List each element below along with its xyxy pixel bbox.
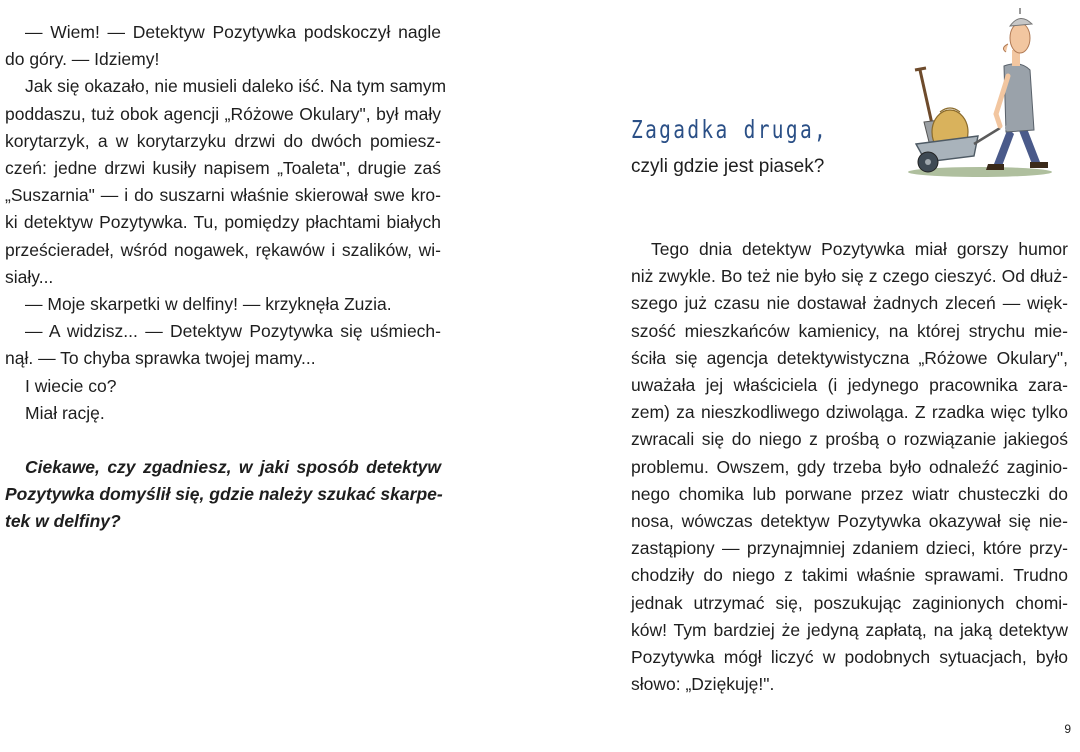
text-line: — Wiem! — Detektyw Pozytywka podskoczył nagle [25,22,441,42]
text-line: uważała jej właściciela (i jedynego pracownika zara- [631,375,1068,396]
riddle-question [5,454,441,536]
wheelbarrow-man-illustration [908,4,1060,182]
text-line: Pozytywka mógł liczyć w podobnych sytuacjach, było [631,647,1068,668]
text-line: Miał rację. [25,402,105,423]
text-line: słowo: „Dziękuję!". [631,674,775,695]
text-line: siały... [5,266,54,287]
text-line: zastąpiony — przynajmniej zdaniem dzieci, które przy- [631,538,1068,559]
text-line: nosa, wówczas detektyw Pozytywka okazywał się nie- [631,511,1068,532]
text-line: niż zwykle. Bo też nie było się z czego cieszyć. Od dłuż- [631,266,1068,287]
paragraph-gap [5,427,441,454]
text-line: Tego dnia detektyw Pozytywka miał gorszy humor [651,239,1068,259]
text-line: chodziły do niego z takimi właśnie sprawami. Trudno [631,565,1068,586]
text-line: prześcieradeł, wśród nogawek, rękawów i szalików, wi- [5,239,441,260]
chapter-subtitle: czyli gdzie jest piasek? [631,156,825,177]
text-line: „Suszarnia" — i do suszarni właśnie skierował swe kro- [5,185,441,206]
text-line: zem) za nieszkodliwego dziwoląga. Z rzadka więc tylko [631,402,1068,423]
text-line: Jak się okazało, nie musieli daleko iść. Na tym samym [25,76,447,97]
left-text-column [5,19,447,536]
story-ending-paragraphs [5,19,447,427]
text-line: poddaszu, tuż obok agencji „Różowe Okulary", był mały [5,103,441,124]
text-line: I wiecie co? [25,375,117,396]
text-line: nął. — To chyba sprawka twojej mamy... [5,348,316,369]
text-line: — A widzisz... — Detektyw Pozytywka się uśmiech- [25,321,441,342]
text-line: Ciekawe, czy zgadniesz, w jaki sposób detektyw [25,457,441,478]
text-line: ściła się agencja detektywistyczna „Różowe Okulary", [631,347,1068,368]
text-line: tek w delfiny? [5,511,121,532]
chapter-title: Zagadka druga, [631,115,829,144]
text-line: szość mieszkańców kamienicy, na której strychu mie- [631,320,1068,341]
text-line: nego chomika lub porwane przez wiatr chusteczki do [631,483,1068,504]
text-line: ki detektyw Pozytywka. Tu, pomiędzy płachtami białych [5,212,441,233]
text-line: jednak utrzymać się, poszukując zaginionych chomi- [631,592,1068,613]
text-line: problemu. Owszem, gdy trzeba było odnaleźć zaginio- [631,456,1068,477]
text-line: Pozytywka domyślił się, gdzie należy szukać skarpe- [5,484,443,505]
text-line: do góry. — Idziemy! [5,49,160,70]
right-text-column [631,236,1068,698]
text-line: — Moje skarpetki w delfiny! — krzyknęła Zuzia. [25,294,392,315]
text-line: korytarzyk, a w korytarzyku drzwi do dwóch pomiesz- [5,130,441,151]
text-line: czeń: jedne drzwi kusiły napisem „Toaleta", drugie zaś [5,158,441,179]
page-number: 9 [1064,722,1071,736]
text-line: zwracali się do niego z prośbą o rozwiązanie jakiegoś [631,429,1068,450]
right-page [540,0,1080,752]
text-line: ków! Tym bardziej że jedyną zapłatą, na jaką detektyw [631,619,1068,640]
chapter-body-paragraph [631,236,1068,698]
text-line: szego już czasu nie dostawał żadnych zleceń — więk- [631,293,1068,314]
